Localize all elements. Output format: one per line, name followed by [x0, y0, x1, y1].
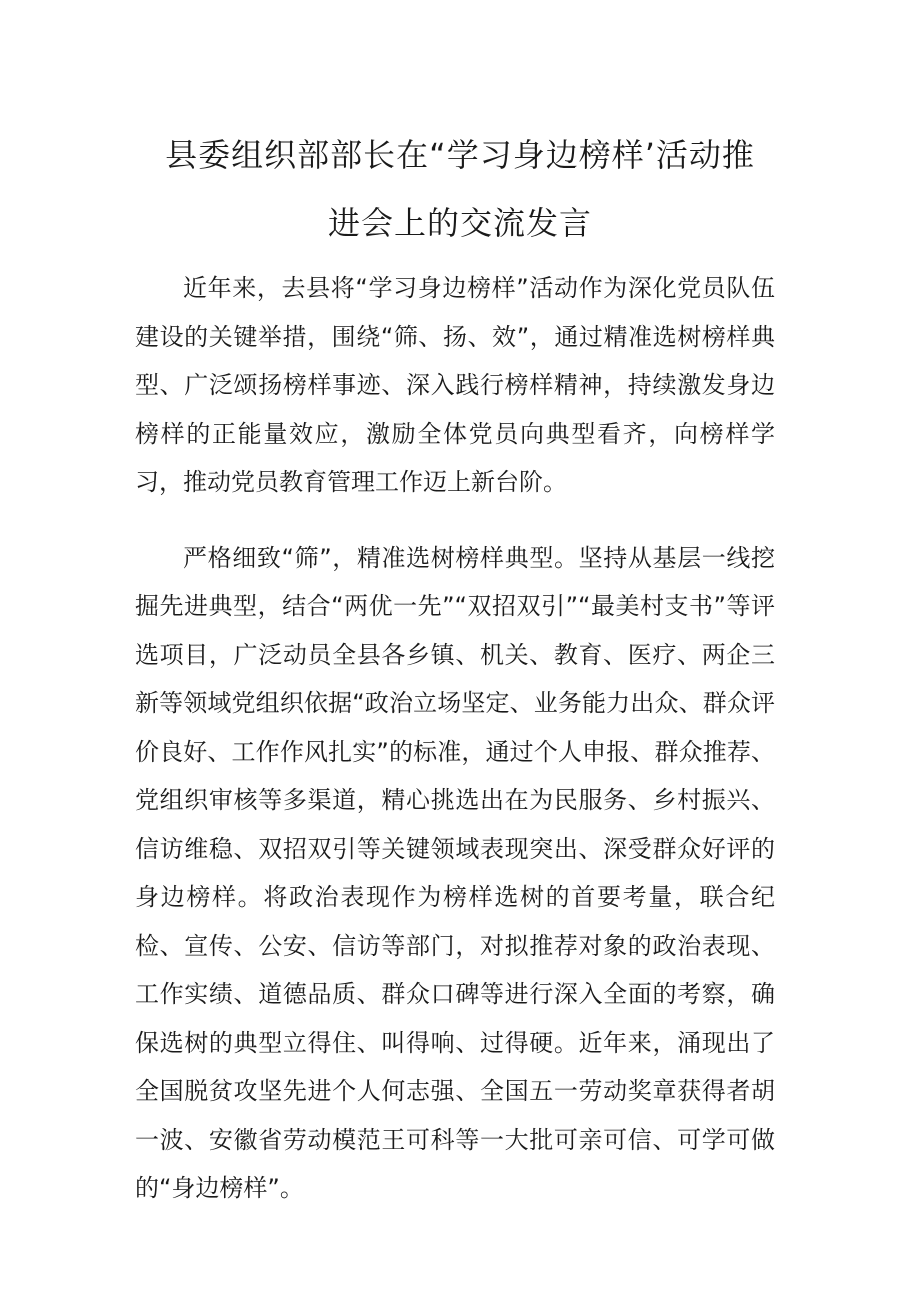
paragraph-intro: 近年来，去县将“学习身边榜样”活动作为深化党员队伍建设的关键举措，围绕“筛、扬、效”，通过精准选树榜样典型、广泛颂扬榜样事迹、深入践行榜样精神，持续激发身边榜样的正能量效应，激励全体党员向典型看齐，向榜样学习，推动党员教育管理工作迈上新台阶。	[135, 274, 775, 496]
document-title-line-1: 县委组织部部长在“学习身边榜样’活动推	[165, 136, 755, 174]
document-title-line-2: 进会上的交流发言	[327, 204, 592, 242]
paragraph-screening: 严格细致“筛”，精准选树榜样典型。坚持从基层一线挖掘先进典型，结合“两优一先”“双招双引”“最美村支书”等评选项目，广泛动员全县各乡镇、机关、教育、医疗、两企三新等领域党组织依据“政治立场坚定、业务能力出众、群众评价良好、工作作风扎实”的标准，通过个人申报、群众推荐、党组织审核等多渠道，精心挑选出在为民服务、乡村振兴、信访维稳、双招双引等关键领域表现突出、深受群众好评的身边榜样。将政治表现作为榜样选树的首要考量，联合纪检、宣传、公安、信访等部门，对拟推荐对象的政治表现、工作实绩、道德品质、群众口碑等进行深入全面的考察，确保选树的典型立得住、叫得响、过得硬。近年来，涌现出了全国脱贫攻坚先进个人何志强、全国五一劳动奖章获得者胡一波、安徽省劳动模范王可科等一大批可亲可信、可学可做的“身边榜样”。	[135, 543, 775, 1202]
document-body	[135, 264, 775, 1213]
